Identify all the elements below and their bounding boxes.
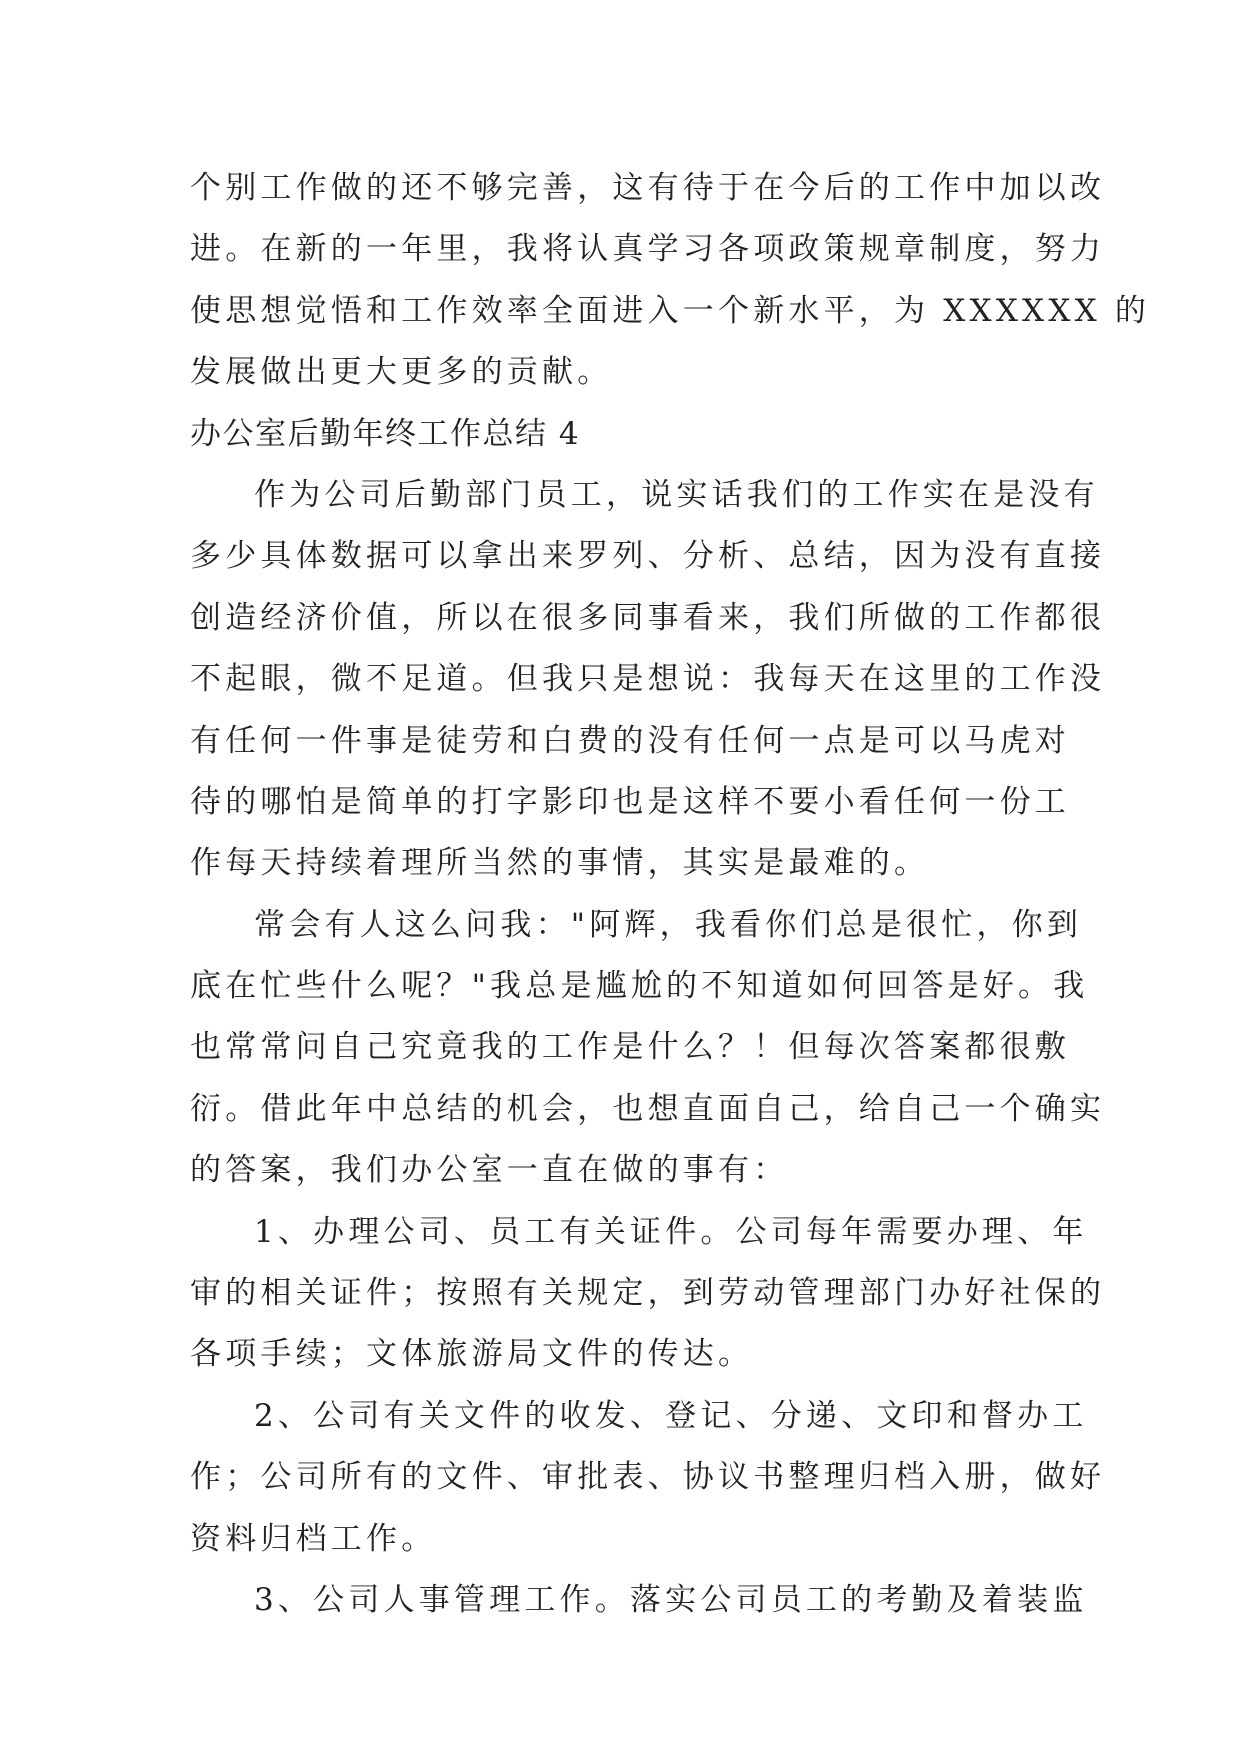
text-line: 不起眼，微不足道。但我只是想说：我每天在这里的工作没	[190, 661, 1106, 698]
text-line: 有任何一件事是徒劳和白费的没有任何一点是可以马虎对	[190, 722, 1070, 759]
text-line: 作每天持续着理所当然的事情，其实是最难的。	[190, 845, 930, 882]
section-title: 办公室后勤年终工作总结 4	[190, 415, 581, 452]
paragraph-2	[190, 895, 1106, 1202]
text-line: 资料归档工作。	[190, 1520, 437, 1557]
text-line: 创造经济价值，所以在很多同事看来，我们所做的工作都很	[190, 599, 1106, 636]
document-body	[190, 158, 1151, 1631]
text-line: 作；公司所有的文件、审批表、协议书整理归档入册，做好	[190, 1459, 1106, 1496]
text-line: 发展做出更大更多的贡献。	[190, 354, 613, 391]
text-line: 个别工作做的还不够完善，这有待于在今后的工作中加以改	[190, 170, 1106, 206]
text-line: 底在忙些什么呢？"我总是尴尬的不知道如何回答是好。我	[190, 968, 1089, 1005]
text-line: 进。在新的一年里，我将认真学习各项政策规章制度，努力	[190, 231, 1106, 268]
text-line: 常会有人这么问我："阿辉，我看你们总是很忙，你到	[254, 906, 1083, 943]
paragraph-1	[190, 465, 1106, 895]
text-line: 待的哪怕是简单的打字影印也是这样不要小看任何一份工	[190, 783, 1070, 820]
list-item-1	[190, 1202, 1106, 1386]
text-line: 作为公司后勤部门员工，说实话我们的工作实在是没有	[254, 476, 1099, 513]
text-line: 多少具体数据可以拿出来罗列、分析、总结，因为没有直接	[190, 538, 1106, 575]
text-line: 各项手续；文体旅游局文件的传达。	[190, 1336, 754, 1373]
text-line: 审的相关证件；按照有关规定，到劳动管理部门办好社保的	[190, 1275, 1106, 1312]
text-line: 2、公司有关文件的收发、登记、分递、文印和督办工	[254, 1397, 1088, 1434]
list-item-3	[190, 1570, 1088, 1631]
text-line: 也常常问自己究竟我的工作是什么？！但每次答案都很敷	[190, 1029, 1070, 1066]
text-line: 1、办理公司、员工有关证件。公司每年需要办理、年	[254, 1213, 1088, 1250]
text-line: 的答案，我们办公室一直在做的事有：	[190, 1152, 789, 1189]
text-line: 使思想觉悟和工作效率全面进入一个新水平，为 XXXXXX 的	[190, 292, 1151, 329]
continued-paragraph	[190, 158, 1151, 404]
text-line: 3、公司人事管理工作。落实公司员工的考勤及着装监	[254, 1581, 1088, 1618]
text-line: 衍。借此年中总结的机会，也想直面自己，给自己一个确实	[190, 1090, 1106, 1127]
list-item-2	[190, 1386, 1106, 1570]
